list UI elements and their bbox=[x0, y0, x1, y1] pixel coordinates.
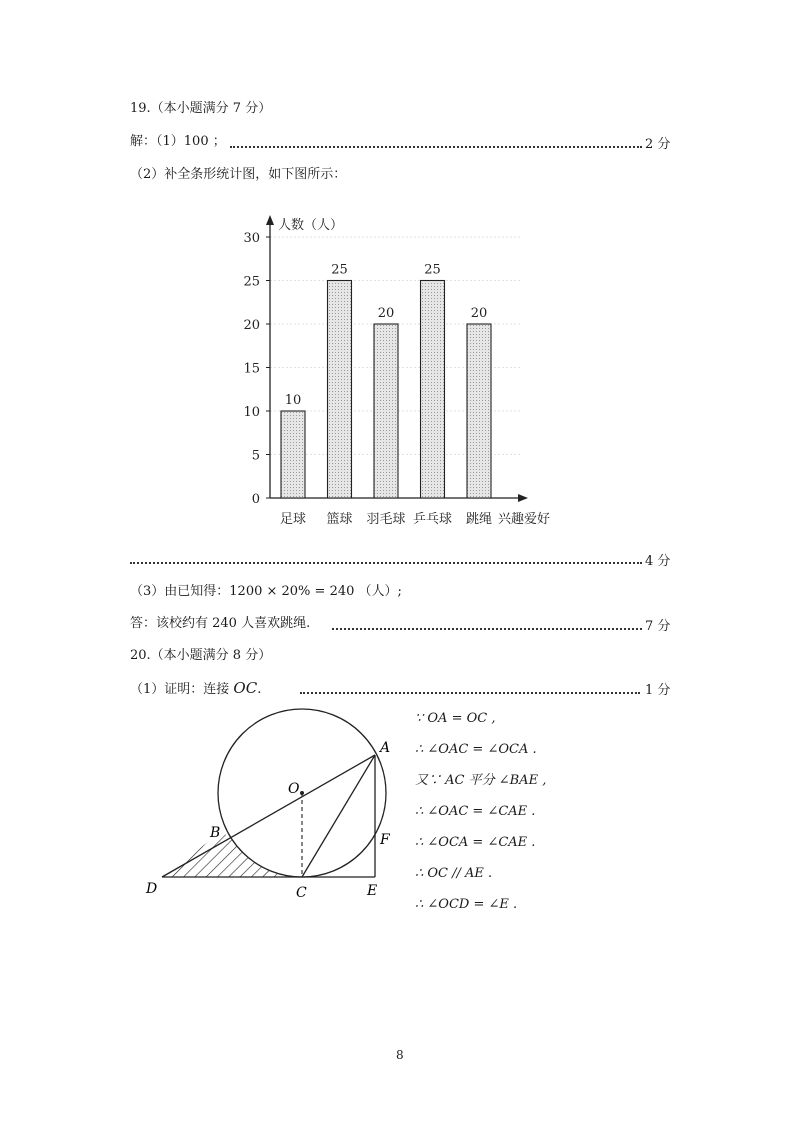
x-axis-title: 兴趣爱好 bbox=[498, 512, 551, 527]
page-number: 8 bbox=[396, 1048, 404, 1062]
leader-dots bbox=[230, 146, 642, 148]
leader-dots bbox=[332, 628, 642, 630]
point-o bbox=[300, 791, 304, 795]
bar-data-label: 20 bbox=[377, 306, 395, 321]
y-tick-label: 0 bbox=[251, 492, 260, 507]
q19-header: 19.（本小题满分 7 分） bbox=[130, 101, 272, 116]
label-c: C bbox=[296, 885, 307, 901]
q20-part1-prefix: （1）证明：连接 bbox=[130, 682, 230, 697]
x-tick-label: 跳绳 bbox=[465, 512, 493, 527]
label-a: A bbox=[380, 740, 391, 756]
bar bbox=[421, 281, 445, 499]
q19-part1 bbox=[130, 133, 226, 151]
q20-part1-end: . bbox=[257, 682, 262, 697]
x-axis-arrow bbox=[518, 494, 528, 502]
bar bbox=[281, 411, 305, 498]
y-axis-title: 人数（人） bbox=[278, 218, 344, 233]
q19-part1-prefix: 解：（1） bbox=[130, 134, 184, 149]
y-tick-label: 30 bbox=[243, 231, 260, 246]
q20-part1-var: OC bbox=[233, 679, 258, 697]
q20-part1 bbox=[130, 679, 261, 699]
bar bbox=[374, 324, 398, 498]
bar-data-label: 25 bbox=[424, 262, 441, 278]
bar-data-label: 25 bbox=[331, 262, 348, 278]
bar-chart bbox=[230, 205, 570, 535]
y-tick-label: 10 bbox=[243, 405, 260, 420]
y-tick-label: 25 bbox=[243, 274, 260, 290]
q19-part3: （3）由已知得：1200 × 20% = 240 （人）; bbox=[130, 584, 402, 599]
q19-part1-answer: 100 ； bbox=[183, 134, 226, 149]
x-tick-label: 羽毛球 bbox=[366, 512, 406, 527]
proof-step-2: ∴ ∠OAC = ∠OCA . bbox=[415, 742, 537, 757]
label-b: B bbox=[210, 825, 221, 841]
line-da bbox=[162, 755, 375, 877]
leader-dots bbox=[130, 562, 642, 564]
x-tick-label: 足球 bbox=[279, 512, 307, 527]
y-tick-label: 15 bbox=[243, 361, 260, 377]
proof-step-7: ∴ ∠OCD = ∠E . bbox=[415, 897, 518, 912]
x-tick-label: 篮球 bbox=[326, 512, 353, 527]
bar bbox=[328, 281, 352, 499]
y-tick-label: 5 bbox=[251, 448, 260, 464]
q19-part2: （2）补全条形统计图，如下图所示： bbox=[130, 167, 347, 182]
label-f: F bbox=[380, 832, 390, 848]
label-e: E bbox=[367, 883, 378, 899]
bar-data-label: 10 bbox=[284, 393, 302, 408]
proof-step-4: ∴ ∠OAC = ∠CAE . bbox=[415, 804, 536, 819]
leader-dots bbox=[300, 692, 640, 694]
proof-step-6: ∴ OC // AE . bbox=[415, 866, 493, 881]
y-axis-arrow bbox=[266, 215, 274, 225]
geometry-figure bbox=[140, 705, 400, 905]
q20-header: 20.（本小题满分 8 分） bbox=[130, 648, 272, 663]
bar bbox=[467, 324, 491, 498]
bar-data-label: 20 bbox=[470, 306, 488, 321]
y-tick-label: 20 bbox=[243, 318, 260, 333]
q19-part2-score: 4 分 bbox=[645, 554, 671, 569]
proof-step-1: ∵ OA = OC , bbox=[415, 711, 496, 726]
proof-step-5: ∴ ∠OCA = ∠CAE . bbox=[415, 835, 536, 850]
line-ac bbox=[302, 755, 375, 877]
x-tick-label: 乒乓球 bbox=[412, 512, 453, 527]
proof-step-3: 又∵ AC 平分 ∠BAE , bbox=[415, 773, 547, 788]
q20-part1-score: 1 分 bbox=[645, 683, 671, 698]
q19-answer-score: 7 分 bbox=[645, 619, 671, 634]
q19-part1-score: 2 分 bbox=[645, 137, 671, 152]
label-o: O bbox=[288, 781, 300, 797]
label-d: D bbox=[146, 881, 158, 897]
q19-answer: 答：该校约有 240 人喜欢跳绳. bbox=[130, 616, 311, 631]
